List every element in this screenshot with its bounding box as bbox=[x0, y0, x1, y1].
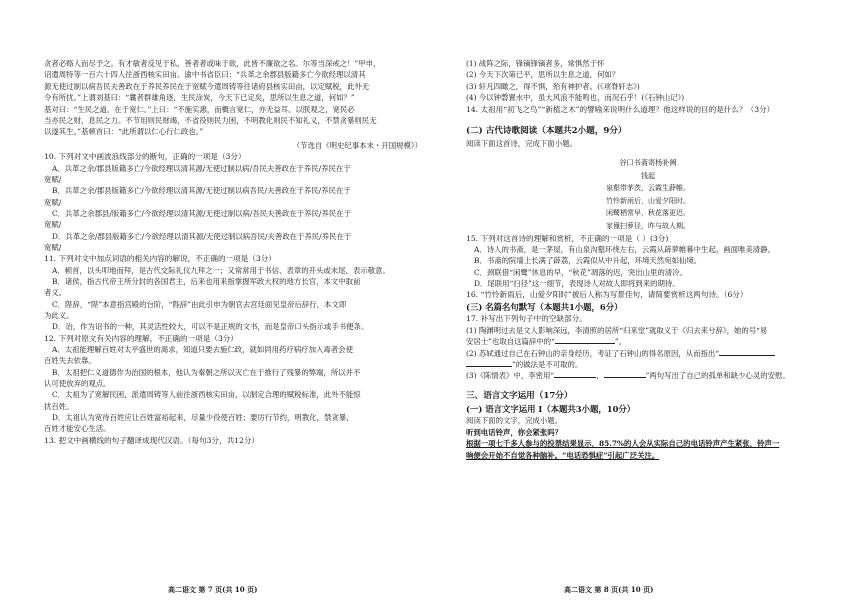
translation-item: (2) 今天下次第已平，思所以生息之道，何如？ bbox=[466, 70, 620, 80]
q11-option-b-cont: 者义。 bbox=[44, 288, 67, 298]
answer-blank[interactable] bbox=[555, 343, 615, 344]
language-subsection-header: (一) 语言文字运用 Ⅰ（本题共3小题，10分） bbox=[466, 403, 636, 414]
poem-line: 家僮扫萝径，昨与故人期。 bbox=[606, 222, 690, 230]
poem-line: 闲鹭栖常早，秋花落更迟。 bbox=[606, 209, 690, 218]
q17-2-end: ”的做法是不可取的。 bbox=[512, 360, 583, 369]
poem-line: 泉壑带茅茨，云霞生薜帷。 bbox=[606, 184, 690, 193]
q12-option-b: B．太祖把仁义道德作为治国的根本，他认为秦朝之所以灭亡在于推行了残暴的弊端，所以并不 bbox=[52, 367, 361, 377]
question-14-stem: 14. 太祖用“初飞之鸟”“新植之木”的譬喻来说明什么道理？他这样说的目的是什么？（3分） bbox=[466, 104, 775, 114]
question-13-stem: 13. 把文中画横线的句子翻译成现代汉语。（每句3分，共12分） bbox=[44, 435, 260, 445]
q15-option-d: D．尾联用“扫径”这一细节，表现诗人对故人即将到来的期待。 bbox=[474, 278, 680, 288]
q10-option-b: B．兵革之余/郡县版籍多亡/今欲经理以清其源/无使过制以病吾民/夫善政在于养民/养民在于 bbox=[52, 186, 351, 196]
right-page-footer: 高二语文 第 8 页(共 10 页) bbox=[564, 585, 654, 594]
q11-option-b: B．诸侯，指古代帝王所分封的各国君主，后来也用来指掌握军政大权的地方长官，本文中取前 bbox=[52, 277, 361, 287]
q10-option-a-cont: 宽赋/ bbox=[44, 175, 62, 185]
q17-1-text: (1) 陶渊明过去是文人影响深远，李清照的居所“归来堂”就取义于《归去来兮辞》，她的号“易 bbox=[466, 325, 768, 335]
q11-option-a: A．顿首，以头叩地而拜，是古代交际礼仪九拜之一；又常常用于书信、表章的开头或末尾，表示敬意。 bbox=[52, 265, 390, 275]
passage-line: 基对曰：“生民之道，在于宽仁。”上曰：“不施实惠，而概言宽仁，亦无益耳。以朕观之，宽民必 bbox=[44, 104, 355, 114]
q15-option-c: C．颈联借“闲鹭”休息的早，“秋花”凋落的迟，突出山里的清冷。 bbox=[474, 267, 687, 277]
left-page-footer: 高二语文 第 7 页(共 10 页) bbox=[168, 585, 258, 594]
q11-option-d: D．诒，作为诏书的一种，其灵活性较大，可以不是正规的文书，而是皇帝口头指示或手书便条。 bbox=[52, 322, 369, 332]
q12-option-a: A．太祖能理解百姓对太平盛世的渴求，知道只要去施仁政，就如同用药疗病疗加入毒者会使 bbox=[52, 345, 353, 355]
q12-option-d-cont: 百姓才能安心生活。 bbox=[44, 424, 111, 434]
q17-1-line2 bbox=[466, 336, 830, 347]
question-16-stem: 16. “竹怜新雨后，山爱夕阳时”被后人称为写景佳句，请简要赏析这两句诗。（6分） bbox=[466, 290, 748, 299]
q17-3-end: ”两句写出了自己的孤单和缺少心灵的安慰。 bbox=[645, 371, 790, 381]
answer-blank[interactable] bbox=[466, 366, 512, 367]
q17-1-end: ”。 bbox=[614, 337, 627, 347]
q10-option-b-cont: 宽赋/ bbox=[44, 197, 62, 207]
answer-blank[interactable] bbox=[604, 377, 646, 378]
answer-blank[interactable] bbox=[719, 355, 775, 356]
q12-option-c-cont: 扰百姓。 bbox=[44, 401, 74, 411]
q10-option-a: A．兵革之余/郡县版籍多亡/今欲经理以清其源/无使过制以病/吾民夫善政在于养民/养民在于 bbox=[52, 163, 351, 173]
poetry-intro: 阅读下面这首诗，完成下面小题。 bbox=[466, 139, 577, 149]
translation-item: (4) 今以钟磬置水中，虽大风浪不能鸣也，而况石乎！(《石钟山记》) bbox=[466, 93, 685, 103]
translation-item: (3) 轩凡四瞰之，得不惧，殆有神护者。(《项脊轩志》) bbox=[466, 81, 640, 91]
right-page bbox=[430, 0, 860, 609]
q17-3-line bbox=[466, 370, 830, 381]
poem-author: 钱起 bbox=[641, 171, 655, 180]
q15-option-a: A．诗人的书斋，是一茅屋，有山泉沟壑环绕左右，云霞从薜萝帷幕中生起，画面唯美清静。 bbox=[474, 245, 775, 255]
q15-option-b: B．书斋的院墙上长满了薜荔，云霞似从中升起，环境天然宛如仙境。 bbox=[474, 256, 702, 266]
passage-line: 贪者必赂人而尽予之。有才敏者反见于私，善者者或味于欲，此皆不廉欲之名。尔等当深戒之！”甲申， bbox=[44, 59, 381, 68]
q12-option-b-cont: 认可使放弃的观点。 bbox=[44, 378, 111, 388]
passage-line: 以遂其生。”基顿首曰：“此所谓以仁心行仁政也。” bbox=[44, 127, 204, 137]
poem-title: 谷口书斋寄杨补阙 bbox=[619, 157, 677, 167]
question-11-stem: 11. 下列对文中加点词语的相关内容的解说，不正确的一项是（3分） bbox=[44, 254, 276, 264]
poetry-section-header: (二) 古代诗歌阅读（本题共2小题，9分） bbox=[466, 126, 627, 137]
question-17-stem: 17. 补写出下列句子中的空缺部分。 bbox=[466, 314, 587, 324]
essay-title: 听到电话铃声，你会紧张吗？ bbox=[466, 427, 563, 437]
passage-line: 当亦民之财，息民之力。不节用则民财竭，不省役则民力困，不明教化则民不知礼义，不禁贪暴则民无 bbox=[44, 116, 377, 126]
recite-section-header: (三) 名篇名句默写（本题共1小题，6分） bbox=[466, 301, 623, 312]
question-12-stem: 12. 下列对原文有关内容的理解，不正确的一项是（3分） bbox=[44, 333, 238, 343]
q17-1-text-cont: 安居士”也取自这篇辞中的“ bbox=[466, 337, 555, 347]
q10-option-d: D．兵革之余/郡县版籍多亡/今欲经理以清其源/无使过制以病吾民/夫善政在于养民/养民在于 bbox=[52, 231, 352, 241]
q12-option-a-cont: 百姓失去依靠。 bbox=[44, 356, 96, 366]
passage-source: （节选自《明史纪事本末・开国规模》） bbox=[292, 140, 422, 150]
answer-blank[interactable] bbox=[554, 377, 596, 378]
q12-option-c: C．太祖为了宽解民困，派遣周铸等人前往浙西核实田亩，以制定合理的赋税标准，此外不能惊 bbox=[52, 390, 361, 400]
q11-option-c-cont: 为此义。 bbox=[44, 310, 74, 320]
q12-option-d: D．太祖认为宽待百姓应让百姓富裕起来，尽量少役使百姓；要厉行节约，明教化，禁贪暴， bbox=[52, 412, 354, 422]
essay-line: 根据一项七千多人参与的投票结果显示，85.7%的人会从实际自己的电话铃声产生紧张，铃声一 bbox=[466, 439, 780, 449]
passage-line: 诏遣周特等一百六十四人往浙西核实田亩。谕中书省臣曰：“兵革之余郡县版籍多亡今欲经理以清其 bbox=[44, 70, 366, 80]
passage-line: 令有所扰。”上谓刘基曰：“曩者群雄角逐，生民涂炭，今天下已定矣，思所以生息之道，何如？” bbox=[44, 93, 355, 103]
poem-line: 竹怜新雨后，山爱夕阳时。 bbox=[606, 196, 690, 205]
q17-2-line2 bbox=[466, 359, 830, 370]
q11-option-c: C．陛辞，“陛”本意指宫殿的台阶，“陛辞”由此引申为朝官去宫廷面见皇帝后辞行，本文即 bbox=[52, 299, 347, 309]
question-10-stem: 10. 下列对文中画波浪线部分的断句，正确的一项是（3分） bbox=[44, 152, 246, 162]
q17-2-text: (2) 苏轼通过自己在石钟山的亲身经历，考证了石钟山的得名原因，从而指出“ bbox=[466, 348, 720, 358]
question-15-stem: 15. 下列对这首诗的理解和赏析，不正确的一项是（ ）(3分) bbox=[466, 233, 669, 243]
q10-option-d-cont: 宽赋/ bbox=[44, 242, 62, 252]
q17-3-sep: ， bbox=[596, 371, 604, 381]
section-3-header: 三、语言文字运用（17分） bbox=[466, 390, 573, 401]
q10-option-c-cont: 宽赋/ bbox=[44, 220, 62, 230]
passage-line: 源无使过制以病吾民夫善政在于养民养民在于宽赋今遣周铸等往诸府县核实田亩，以定赋税，此外无 bbox=[44, 81, 370, 91]
q17-2-line1 bbox=[466, 348, 830, 359]
translation-item: (1) 战阵之际，锋镝锋镝者多，常惧然于怀 bbox=[466, 59, 605, 68]
language-intro: 阅读下面的文字，完成小题。 bbox=[466, 416, 563, 426]
q10-option-c: C．兵革之余郡县/版籍多亡/今欲经理以清其源/无使过制以病/吾民夫善政在于养民/养民在于 bbox=[52, 209, 351, 219]
q17-3-text: (3)《陈情表》中，李密用“ bbox=[466, 371, 555, 381]
essay-line: 响便会开始不自觉各种脑补。“电话恐惧症”引起广泛关注。 bbox=[466, 451, 660, 461]
